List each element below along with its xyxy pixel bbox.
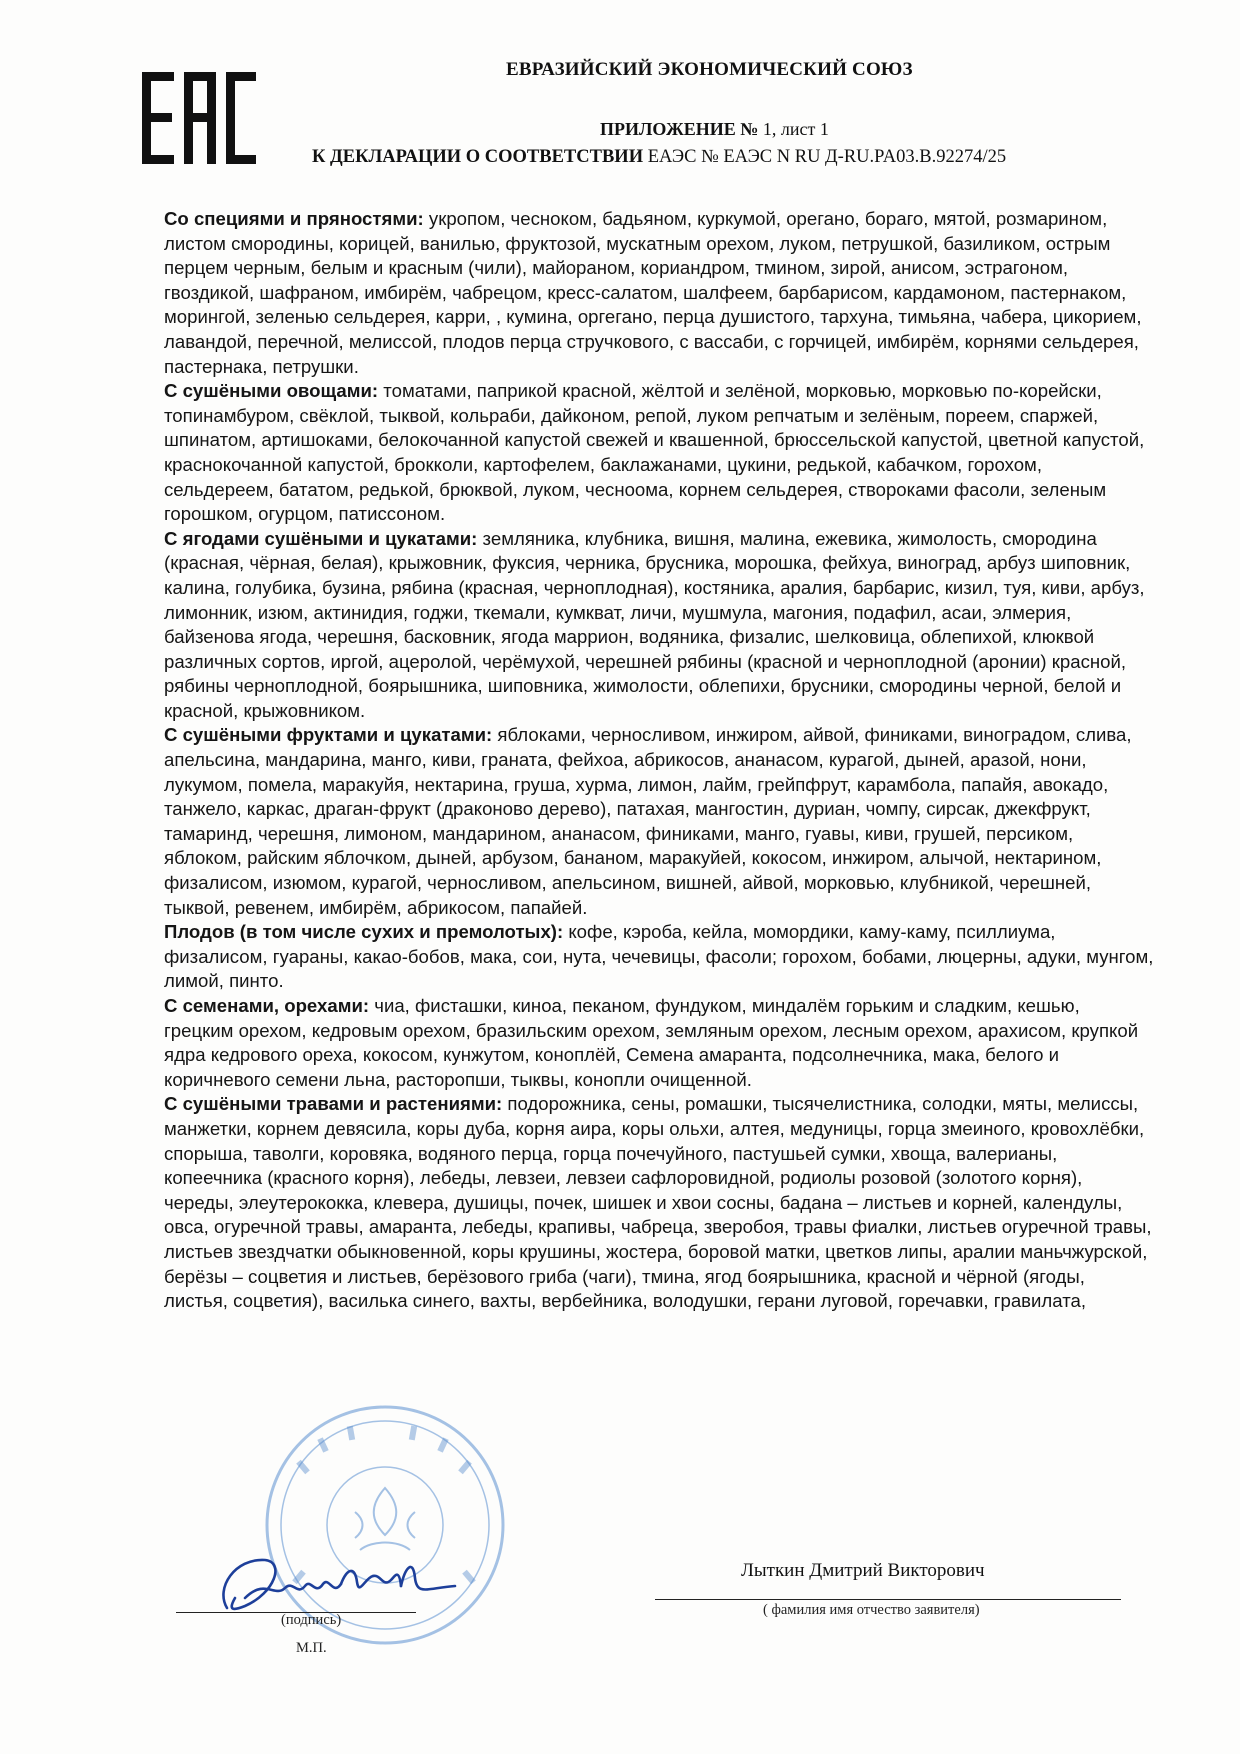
eac-logo: [140, 70, 258, 166]
section-lead: Со специями и пряностями:: [164, 208, 424, 229]
section-vegetables: [164, 379, 1154, 527]
section-lead: С семенами, орехами:: [164, 995, 370, 1016]
product-list: [164, 207, 1154, 1314]
section-fruits: [164, 723, 1154, 920]
union-title: ЕВРАЗИЙСКИЙ ЭКОНОМИЧЕСКИЙ СОЮЗ: [506, 59, 913, 80]
appendix-title: [600, 119, 829, 140]
section-text: земляника, клубника, вишня, малина, ежевика, жимолость, смородина (красная, чёрная, белая), крыжовник, фуксия, черника, брусника, морошка, фейхуа, виноград, арбуз шиповник, калина, голубика, бузина, рябина (красная, черноплодная), костяника, аралия, барбарис, кизил, туя, киви, арбуз, лимонник, изюм, актинидия, годжи, ткемали, кумкват, личи, мушмула, магония, подафил, асаи, элмерия, байзенова ягода, черешня, басковник, ягода маррион, водяника, физалис, шелковица, облепихой, клюквой различных сортов, иргой, ацеролой, черёмухой, черешней рябины (красной и черноплодной (аронии) красной, рябины черноплодной, боярышника, шиповника, жимолости, облепихи, брусники, смородины черной, белой и красной, крыжовником.: [164, 527, 1145, 721]
applicant-line: [655, 1599, 1121, 1600]
declaration-number: ЕАЭС № ЕАЭС N RU Д-RU.PA03.B.92274/25: [647, 147, 1007, 167]
section-lead: Плодов (в том числе сухих и премолотых):: [164, 921, 564, 943]
appendix-number: 1, лист 1: [762, 119, 829, 139]
section-fruits-dry: [164, 920, 1154, 994]
appendix-label: ПРИЛОЖЕНИЕ №: [600, 119, 759, 139]
section-spices: [164, 207, 1154, 379]
section-berries: [164, 527, 1154, 724]
section-text: чиа, фисташки, киноа, пеканом, фундуком, миндалём горьким и сладким, кешью, грецким орехом, кедровым орехом, бразильским орехом, земляным орехом, лесным орехом, арахисом, крупкой ядра кедрового ореха, кокосом, кунжутом, коноплёй, Семена амаранта, подсолнечника, мака, белого и коричневого семени льна, расторопши, тыквы, конопли очищенной.: [164, 995, 1139, 1090]
section-text: подорожника, сены, ромашки, тысячелистника, солодки, мяты, мелиссы, манжетки, корнем девясила, коры дуба, корня аира, коры ольхи, алтея, медуницы, горца змеиного, кровохлёбки, спорыша, таволги, коровяка, водяного перца, горца почечуйного, пастушьей сумки, хвоща, валерианы, копеечника (красного корня), лебеды, левзеи, левзеи сафлоровидной, родиолы розовой (золотого корня), череды, элеутерококка, клевера, душицы, почек, шишек и хвои сосны, бадана – листьев и корней, календулы, овса, огуречной травы, амаранта, лебеды, крапивы, чабреца, зверобоя, травы фиалки, листьев огуречной травы, листьев звездчатки обыкновенной, коры крушины, жостера, боровой матки, цветков липы, аралии маньчжурской, берёзы – соцветия и листьев, берёзового гриба (чаги), тмина, ягод боярышника, красной и чёрной (ягоды, листья, соцветия), василька синего, вахты, вербейника, володушки, герани луговой, горечавки, гравилата,: [164, 1093, 1152, 1312]
applicant-name: Лыткин Дмитрий Викторович: [741, 1560, 985, 1581]
section-seeds-nuts: [164, 994, 1154, 1092]
section-text: яблоками, черносливом, инжиром, айвой, финиками, виноградом, слива, апельсина, мандарина, манго, киви, граната, фейхоа, абрикосов, ананасом, курагой, дыней, аразой, нони, лукумом, помела, маракуйя, нектарина, груша, хурма, лимон, лайм, грейпфрут, карамбола, папайя, авокадо, танжело, каркас, драган-фрукт (драконово дерево), патахая, мангостин, дуриан, чомпу, сирсак, джекфрукт, тамаринд, черешня, лимоном, мандарином, ананасом, финиками, манго, гуавы, киви, грушей, персиком, яблоком, райским яблочком, дыней, арбузом, бананом, маракуйей, кокосом, инжиром, алычой, нектарином, физалисом, изюмом, курагой, черносливом, апельсином, вишней, айвой, морковью, клубникой, черешней, тыквой, ревенем, имбирём, абрикосом, папайей.: [164, 724, 1132, 918]
section-herbs: [164, 1092, 1154, 1313]
applicant-caption: ( фамилия имя отчество заявителя): [763, 1602, 980, 1618]
signature-caption: (подпись): [281, 1612, 342, 1628]
section-text: кофе, кэроба, кейла, момордики, каму-каму, псиллиума, физалисом, гуараны, какао-бобов, мака, сои, нута, чечевицы, фасоли; горохом, бобами, люцерны, адуки, мунгом, лимой, пинто.: [164, 921, 1154, 992]
stamp-caption: М.П.: [296, 1640, 327, 1656]
section-lead: С сушёными овощами:: [164, 380, 379, 402]
section-lead: С сушёными травами и растениями:: [164, 1093, 503, 1115]
section-lead: С сушёными фруктами и цукатами:: [164, 724, 493, 746]
declaration-title: [312, 147, 1006, 168]
section-text: укропом, чесноком, бадьяном, куркумой, орегано, бораго, мятой, розмарином, листом смородины, корицей, ванилью, фруктозой, мускатным орехом, луком, петрушкой, базиликом, острым перцем черным, белым и красным (чили), майораном, кориандром, тмином, зирой, анисом, эстрагоном, гвоздикой, шафраном, имбирём, чабрецом, кресс-салатом, шалфеем, барбарисом, кардамоном, пастернаком, морингой, зеленью сельдерея, карри, , кумина, оргегано, перца душистого, тархуна, тимьяна, чабера, цикорием, лавандой, перечной, мелиссой, плодов перца стручкового, с вассаби, с горчицей, имбирём, корнями сельдерея, пастернака, петрушки.: [164, 208, 1142, 377]
section-text: томатами, паприкой красной, жёлтой и зелёной, морковью, морковью по-корейски, топинамбуром, свёклой, тыквой, кольраби, дайконом, репой, луком репчатым и зелёным, пореем, спаржей, шпинатом, артишоками, белокочанной капустой свежей и квашенной, брюссельской капустой, цветной капустой, краснокочанной капустой, брокколи, картофелем, баклажанами, цукини, редькой, кабачком, горохом, сельдереем, бататом, редькой, брюквой, луком, чесноома, корнем сельдерея, створоками фасоли, зеленым горошком, огурцом, патиссоном.: [164, 380, 1145, 525]
declaration-label: К ДЕКЛАРАЦИИ О СООТВЕТСТВИИ: [312, 147, 644, 167]
section-lead: С ягодами сушёными и цукатами:: [164, 527, 478, 549]
